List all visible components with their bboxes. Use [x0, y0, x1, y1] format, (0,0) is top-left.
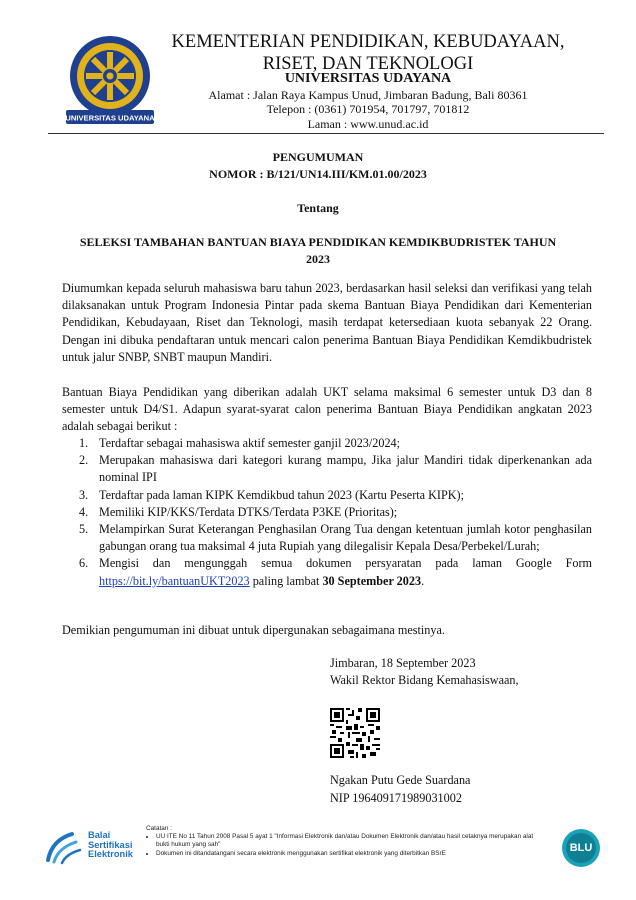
address: Alamat : Jalan Raya Kampus Unud, Jimbaran Badung, Bali 80361 — [208, 88, 528, 102]
announcement-number: NOMOR : B/121/UN14.III/KM.01.00/2023 — [209, 167, 427, 181]
website: Laman : www.unud.ac.id — [307, 117, 429, 131]
paragraph-2: Bantuan Biaya Pendidikan yang diberikan adalah UKT selama maksimal 6 semester untuk D3 dan 8 semester untuk D4/S1. Adapun syarat-syarat calon penerima Bantuan Biaya Pendidikan angkatan 2023 adalah sebagai berikut : — [62, 385, 592, 434]
signer-position: Wakil Rektor Bidang Kemahasiswaan, — [330, 673, 519, 687]
logo-caption: UNIVERSITAS UDAYANA — [65, 113, 155, 123]
requirement-item: 4. Memiliki KIP/KKS/Terdata DTKS/Terdata P3KE (Prioritas); — [79, 504, 398, 519]
requirement-item: 5. Melampirkan Surat Keterangan Penghasilan Orang Tua dengan ketentuan jumlah kotor penghasilan gabungan orang tua maksimal 4 juta Rupiah yang dilegalisir Kepala Desa/Perbekel/Lurah; — [79, 522, 592, 554]
bsre-logo-icon — [44, 830, 86, 866]
requirement-item: 6. Mengisi dan mengunggah semua dokumen persyaratan pada laman Google Form https://bit.ly/bantuanUKT2023 paling lambat 30 September 2023. — [79, 556, 592, 588]
requirement-item: 3. Terdaftar pada laman KIPK Kemdikbud tahun 2023 (Kartu Peserta KIPK); — [79, 487, 465, 502]
ministry-name-line2: RISET, DAN TEKNOLOGI — [262, 54, 474, 74]
paragraph-1: Diumumkan kepada seluruh mahasiswa baru tahun 2023, berdasarkan hasil seleksi dan verifikasi yang telah dilaksanakan untuk Program Indonesia Pintar pada skema Bantuan Biaya Pendidikan dari Kementerian Pendidikan, Kebudayaan, Riset dan Teknologi, masih terdapat ketersediaan kuota sebanyak 22 Orang. Dengan ini dibuka pendaftaran untuk mencari calon penerima Bantuan Biaya Pendidikan Kemdikbudristek untuk jalur SNBP, SNBT maupun Mandiri. — [62, 281, 592, 364]
signer-name: Ngakan Putu Gede Suardana — [330, 773, 471, 787]
qr-code-icon — [330, 708, 380, 758]
deadline: 30 September 2023 — [322, 573, 422, 588]
phone: Telepon : (0361) 701954, 701797, 701812 — [266, 102, 470, 116]
about-label: Tentang — [297, 201, 339, 215]
blu-logo-icon — [561, 828, 601, 868]
note-item: • Dokumen ini ditandatangani secara elektronik menggunakan sertifikat elektronik yang diterbitkan BSrE — [156, 850, 546, 858]
blu-text: BLU — [569, 842, 593, 854]
universitas-udayana-logo — [60, 34, 160, 130]
subject-line2: 2023 — [306, 252, 330, 266]
requirement-item: 2. Merupakan mahasiswa dari kategori kurang mampu, Jika jalur Mandiri tidak diperkenankan ada nominal IPI — [79, 453, 592, 485]
announcement-title: PENGUMUMAN — [272, 150, 364, 164]
footer-notes — [146, 825, 546, 858]
bsre-name: Balai Sertifikasi Elektronik — [88, 830, 133, 859]
note-item: • UU ITE No 11 Tahun 2008 Pasal 5 ayat 1 "Informasi Elektronik dan/atau Dokumen Elektronik dan/atau hasil cetaknya merupakan alat bukti hukum yang sah" — [156, 833, 546, 849]
notes-title: Catatan : — [146, 825, 172, 832]
signer-nip: NIP 196409171989031002 — [330, 791, 462, 805]
requirements-list — [62, 435, 592, 590]
ministry-name-line1: KEMENTERIAN PENDIDIKAN, KEBUDAYAAN, — [171, 32, 565, 52]
letterhead-divider — [48, 133, 604, 134]
google-form-link[interactable]: https://bit.ly/bantuanUKT2023 — [99, 573, 250, 588]
place-date: Jimbaran, 18 September 2023 — [330, 656, 476, 670]
university-name: UNIVERSITAS UDAYANA — [284, 71, 452, 86]
closing-statement: Demikian pengumuman ini dibuat untuk dipergunakan sebagaimana mestinya. — [62, 623, 445, 637]
subject-line1: SELEKSI TAMBAHAN BANTUAN BIAYA PENDIDIKAN KEMDIKBUDRISTEK TAHUN — [79, 235, 557, 249]
requirement-item: 1. Terdaftar sebagai mahasiswa aktif semester ganjil 2023/2024; — [79, 436, 401, 450]
